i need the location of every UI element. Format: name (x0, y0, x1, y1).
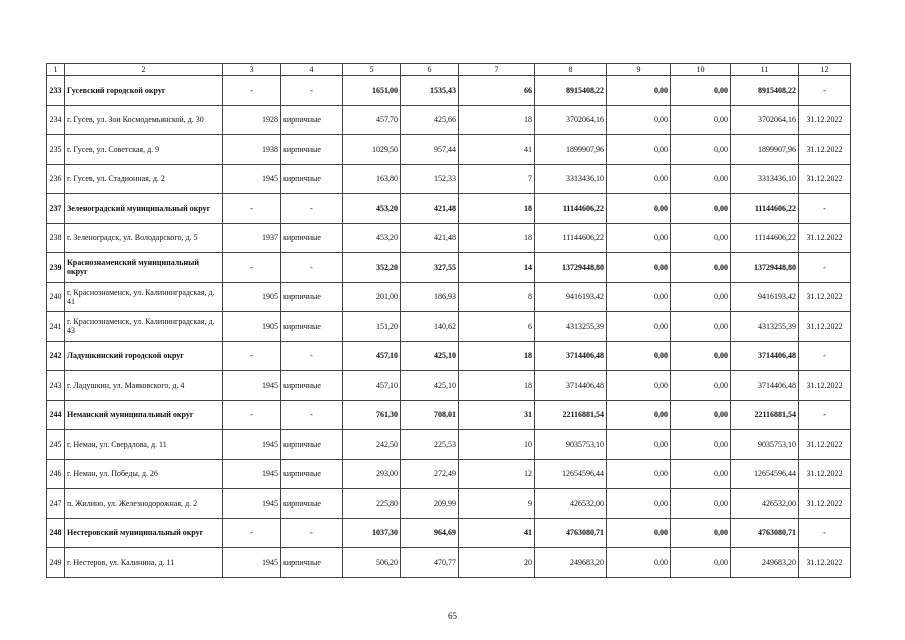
col10-cell: 0,00 (671, 459, 731, 489)
col6-cell: 421,48 (401, 223, 459, 253)
col11-cell: 4763080,71 (731, 518, 799, 548)
year-cell: - (223, 194, 281, 224)
address-cell: г. Неман, ул. Победы, д. 26 (65, 459, 223, 489)
col11-cell: 4313255,39 (731, 312, 799, 342)
col6-cell: 209,99 (401, 489, 459, 519)
col6-cell: 225,53 (401, 430, 459, 460)
address-cell: г. Гусев, ул. Советская, д. 9 (65, 135, 223, 165)
row-number: 240 (47, 282, 65, 312)
col10-cell: 0,00 (671, 282, 731, 312)
col-header-1: 1 (47, 64, 65, 76)
material-cell: - (281, 518, 343, 548)
table-row (47, 489, 851, 519)
address-cell: г. Гусев, ул. Стадионная, д. 2 (65, 164, 223, 194)
col12-cell: - (799, 341, 851, 371)
row-number: 243 (47, 371, 65, 401)
col5-cell: 242,50 (343, 430, 401, 460)
col12-cell: 31.12.2022 (799, 105, 851, 135)
col8-cell: 3714406,48 (535, 371, 607, 401)
row-number: 242 (47, 341, 65, 371)
address-cell: Ладушкинский городской округ (65, 341, 223, 371)
col6-cell: 708,01 (401, 400, 459, 430)
col7-cell: 8 (459, 282, 535, 312)
col9-cell: 0,00 (607, 135, 671, 165)
col12-cell: 31.12.2022 (799, 135, 851, 165)
material-cell: - (281, 76, 343, 106)
col6-cell: 421,48 (401, 194, 459, 224)
material-cell: - (281, 341, 343, 371)
address-cell: г. Нестеров, ул. Калинина, д. 11 (65, 548, 223, 578)
address-cell: г. Гусев, ул. Зои Космодемьянской, д. 30 (65, 105, 223, 135)
col6-cell: 1535,43 (401, 76, 459, 106)
material-cell: кирпичные (281, 223, 343, 253)
row-number: 245 (47, 430, 65, 460)
year-cell: 1945 (223, 371, 281, 401)
col5-cell: 457,70 (343, 105, 401, 135)
table-row (47, 223, 851, 253)
col5-cell: 1037,30 (343, 518, 401, 548)
address-cell: Краснознаменский муниципальный округ (65, 253, 223, 283)
row-number: 249 (47, 548, 65, 578)
col12-cell: 31.12.2022 (799, 164, 851, 194)
col-header-4: 4 (281, 64, 343, 76)
col5-cell: 352,20 (343, 253, 401, 283)
address-cell: Неманский муниципальный округ (65, 400, 223, 430)
col7-cell: 41 (459, 518, 535, 548)
row-number: 248 (47, 518, 65, 548)
col11-cell: 13729448,80 (731, 253, 799, 283)
col-header-10: 10 (671, 64, 731, 76)
col8-cell: 426532,00 (535, 489, 607, 519)
col12-cell: 31.12.2022 (799, 282, 851, 312)
col12-cell: 31.12.2022 (799, 312, 851, 342)
col7-cell: 20 (459, 548, 535, 578)
row-number: 239 (47, 253, 65, 283)
col6-cell: 957,44 (401, 135, 459, 165)
col8-cell: 11144606,22 (535, 223, 607, 253)
col11-cell: 3714406,48 (731, 341, 799, 371)
address-cell: г. Ладушкин, ул. Маяковского, д. 4 (65, 371, 223, 401)
col9-cell: 0,00 (607, 459, 671, 489)
table-row (47, 194, 851, 224)
col11-cell: 22116881,54 (731, 400, 799, 430)
col5-cell: 506,20 (343, 548, 401, 578)
col-header-7: 7 (459, 64, 535, 76)
col8-cell: 4763080,71 (535, 518, 607, 548)
col-header-5: 5 (343, 64, 401, 76)
col9-cell: 0,00 (607, 371, 671, 401)
col9-cell: 0,00 (607, 400, 671, 430)
table-row (47, 371, 851, 401)
col10-cell: 0,00 (671, 223, 731, 253)
col11-cell: 11144606,22 (731, 194, 799, 224)
material-cell: кирпичные (281, 282, 343, 312)
table-row (47, 459, 851, 489)
col12-cell: 31.12.2022 (799, 489, 851, 519)
col7-cell: 18 (459, 105, 535, 135)
year-cell: 1905 (223, 282, 281, 312)
col-header-11: 11 (731, 64, 799, 76)
header-row (47, 64, 851, 76)
col9-cell: 0,00 (607, 76, 671, 106)
col11-cell: 3714406,48 (731, 371, 799, 401)
col7-cell: 6 (459, 312, 535, 342)
table-row (47, 76, 851, 106)
col10-cell: 0,00 (671, 253, 731, 283)
col11-cell: 9035753,10 (731, 430, 799, 460)
year-cell: 1945 (223, 459, 281, 489)
row-number: 233 (47, 76, 65, 106)
col6-cell: 152,33 (401, 164, 459, 194)
col10-cell: 0,00 (671, 164, 731, 194)
col9-cell: 0,00 (607, 430, 671, 460)
col9-cell: 0,00 (607, 489, 671, 519)
col5-cell: 151,20 (343, 312, 401, 342)
col8-cell: 9416193,42 (535, 282, 607, 312)
address-cell: г. Краснознаменск, ул. Калининградская, д. 43 (65, 312, 223, 342)
col12-cell: - (799, 76, 851, 106)
col7-cell: 18 (459, 371, 535, 401)
material-cell: - (281, 194, 343, 224)
col12-cell: - (799, 194, 851, 224)
col11-cell: 3313436,10 (731, 164, 799, 194)
col10-cell: 0,00 (671, 489, 731, 519)
col11-cell: 249683,20 (731, 548, 799, 578)
year-cell: 1937 (223, 223, 281, 253)
year-cell: 1905 (223, 312, 281, 342)
material-cell: кирпичные (281, 459, 343, 489)
address-cell: Нестеровский муниципальный округ (65, 518, 223, 548)
col-header-8: 8 (535, 64, 607, 76)
table-row (47, 400, 851, 430)
table-row (47, 430, 851, 460)
col6-cell: 140,62 (401, 312, 459, 342)
address-cell: Зеленоградский муниципальный округ (65, 194, 223, 224)
table-row (47, 282, 851, 312)
col8-cell: 249683,20 (535, 548, 607, 578)
address-cell: г. Зеленоградск, ул. Володарского, д. 5 (65, 223, 223, 253)
col5-cell: 293,00 (343, 459, 401, 489)
row-number: 241 (47, 312, 65, 342)
col5-cell: 163,80 (343, 164, 401, 194)
col6-cell: 425,10 (401, 341, 459, 371)
col10-cell: 0,00 (671, 548, 731, 578)
col9-cell: 0,00 (607, 105, 671, 135)
table-row (47, 312, 851, 342)
col10-cell: 0,00 (671, 194, 731, 224)
col9-cell: 0,00 (607, 164, 671, 194)
col6-cell: 272,49 (401, 459, 459, 489)
col7-cell: 10 (459, 430, 535, 460)
col11-cell: 9416193,42 (731, 282, 799, 312)
col5-cell: 457,10 (343, 371, 401, 401)
col12-cell: 31.12.2022 (799, 548, 851, 578)
col9-cell: 0,00 (607, 194, 671, 224)
col7-cell: 7 (459, 164, 535, 194)
col7-cell: 66 (459, 76, 535, 106)
year-cell: - (223, 518, 281, 548)
col9-cell: 0,00 (607, 312, 671, 342)
col10-cell: 0,00 (671, 371, 731, 401)
year-cell: 1945 (223, 548, 281, 578)
col10-cell: 0,00 (671, 135, 731, 165)
material-cell: кирпичные (281, 105, 343, 135)
row-number: 234 (47, 105, 65, 135)
col6-cell: 470,77 (401, 548, 459, 578)
year-cell: 1938 (223, 135, 281, 165)
col8-cell: 3313436,10 (535, 164, 607, 194)
col-header-2: 2 (65, 64, 223, 76)
address-cell: г. Краснознаменск, ул. Калининградская, д. 41 (65, 282, 223, 312)
col6-cell: 964,69 (401, 518, 459, 548)
year-cell: - (223, 400, 281, 430)
col8-cell: 3702064,16 (535, 105, 607, 135)
col12-cell: - (799, 400, 851, 430)
col10-cell: 0,00 (671, 518, 731, 548)
col11-cell: 426532,00 (731, 489, 799, 519)
row-number: 247 (47, 489, 65, 519)
col8-cell: 11144606,22 (535, 194, 607, 224)
col7-cell: 18 (459, 223, 535, 253)
col5-cell: 1029,50 (343, 135, 401, 165)
col-header-12: 12 (799, 64, 851, 76)
col9-cell: 0,00 (607, 223, 671, 253)
row-number: 244 (47, 400, 65, 430)
col5-cell: 761,30 (343, 400, 401, 430)
material-cell: кирпичные (281, 312, 343, 342)
col6-cell: 186,93 (401, 282, 459, 312)
year-cell: 1945 (223, 489, 281, 519)
housing-table (46, 63, 851, 578)
material-cell: кирпичные (281, 164, 343, 194)
table-body (47, 76, 851, 578)
col7-cell: 31 (459, 400, 535, 430)
col12-cell: 31.12.2022 (799, 459, 851, 489)
col-header-9: 9 (607, 64, 671, 76)
material-cell: - (281, 253, 343, 283)
col5-cell: 453,20 (343, 194, 401, 224)
col9-cell: 0,00 (607, 253, 671, 283)
table-row (47, 105, 851, 135)
col9-cell: 0,00 (607, 341, 671, 371)
row-number: 235 (47, 135, 65, 165)
row-number: 236 (47, 164, 65, 194)
col6-cell: 425,66 (401, 105, 459, 135)
col11-cell: 1899907,96 (731, 135, 799, 165)
year-cell: 1945 (223, 430, 281, 460)
material-cell: кирпичные (281, 371, 343, 401)
col9-cell: 0,00 (607, 518, 671, 548)
col9-cell: 0,00 (607, 548, 671, 578)
col-header-3: 3 (223, 64, 281, 76)
year-cell: - (223, 341, 281, 371)
col8-cell: 12654596,44 (535, 459, 607, 489)
col5-cell: 1651,00 (343, 76, 401, 106)
table-row (47, 135, 851, 165)
col5-cell: 457,10 (343, 341, 401, 371)
col8-cell: 1899907,96 (535, 135, 607, 165)
col8-cell: 4313255,39 (535, 312, 607, 342)
col7-cell: 14 (459, 253, 535, 283)
col8-cell: 3714406,48 (535, 341, 607, 371)
address-cell: г. Неман, ул. Свердлова, д. 11 (65, 430, 223, 460)
col11-cell: 3702064,16 (731, 105, 799, 135)
page-number: 65 (448, 611, 457, 621)
col7-cell: 12 (459, 459, 535, 489)
col10-cell: 0,00 (671, 105, 731, 135)
col11-cell: 8915408,22 (731, 76, 799, 106)
col12-cell: - (799, 518, 851, 548)
col8-cell: 9035753,10 (535, 430, 607, 460)
row-number: 237 (47, 194, 65, 224)
col12-cell: - (799, 253, 851, 283)
col12-cell: 31.12.2022 (799, 430, 851, 460)
material-cell: - (281, 400, 343, 430)
material-cell: кирпичные (281, 430, 343, 460)
col7-cell: 18 (459, 341, 535, 371)
col9-cell: 0,00 (607, 282, 671, 312)
col6-cell: 425,10 (401, 371, 459, 401)
year-cell: 1945 (223, 164, 281, 194)
col-header-6: 6 (401, 64, 459, 76)
year-cell: - (223, 76, 281, 106)
col5-cell: 225,80 (343, 489, 401, 519)
table-row (47, 341, 851, 371)
col12-cell: 31.12.2022 (799, 371, 851, 401)
material-cell: кирпичные (281, 135, 343, 165)
col10-cell: 0,00 (671, 430, 731, 460)
address-cell: Гусевский городской округ (65, 76, 223, 106)
col7-cell: 18 (459, 194, 535, 224)
col5-cell: 453,20 (343, 223, 401, 253)
col11-cell: 11144606,22 (731, 223, 799, 253)
row-number: 238 (47, 223, 65, 253)
col10-cell: 0,00 (671, 76, 731, 106)
material-cell: кирпичные (281, 489, 343, 519)
col8-cell: 13729448,80 (535, 253, 607, 283)
row-number: 246 (47, 459, 65, 489)
year-cell: 1928 (223, 105, 281, 135)
col8-cell: 8915408,22 (535, 76, 607, 106)
col5-cell: 201,00 (343, 282, 401, 312)
table-row (47, 164, 851, 194)
col10-cell: 0,00 (671, 312, 731, 342)
col7-cell: 9 (459, 489, 535, 519)
col8-cell: 22116881,54 (535, 400, 607, 430)
col7-cell: 41 (459, 135, 535, 165)
material-cell: кирпичные (281, 548, 343, 578)
table-row (47, 548, 851, 578)
col10-cell: 0,00 (671, 341, 731, 371)
table-row (47, 253, 851, 283)
year-cell: - (223, 253, 281, 283)
col6-cell: 327,55 (401, 253, 459, 283)
table-row (47, 518, 851, 548)
col12-cell: 31.12.2022 (799, 223, 851, 253)
col10-cell: 0,00 (671, 400, 731, 430)
col11-cell: 12654596,44 (731, 459, 799, 489)
address-cell: п. Жилино, ул. Железнодорожная, д. 2 (65, 489, 223, 519)
